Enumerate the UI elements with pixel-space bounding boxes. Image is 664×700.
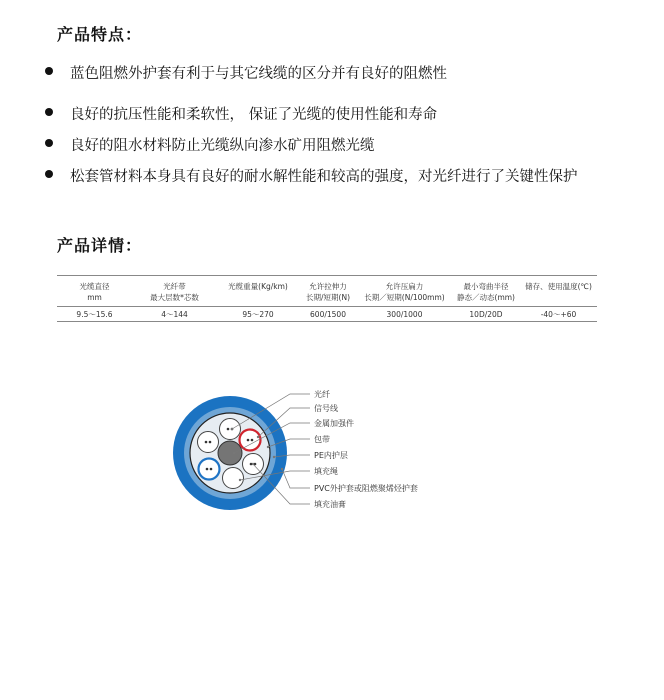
header-cell <box>452 281 520 303</box>
features-title: 产品特点： <box>57 25 143 44</box>
loose-tube-blue <box>199 459 220 480</box>
feature-text: 蓝色阻燃外护套有利于与其它线缆的区分并有良好的阻燃性 <box>70 66 447 82</box>
header-line: 允许拉伸力 <box>309 282 347 291</box>
header-line: 静态／动态(mm) <box>457 293 515 302</box>
diagram-label: PE内护层 <box>314 451 348 460</box>
filler-rope <box>223 468 244 489</box>
bullet-icon <box>45 170 53 178</box>
feature-text: 松套管材料本身具有良好的耐水解性能和较高的强度，对光纤进行了关键性保护 <box>70 169 578 185</box>
diagram-label: PVC外护套或阻燃聚烯烃护套 <box>314 484 418 493</box>
header-cell <box>357 281 452 303</box>
diagram-label: 包带 <box>314 435 330 444</box>
value-cell: 300/1000 <box>386 310 423 319</box>
diagram-label: 金属加强件 <box>314 419 354 428</box>
header-line: 最大层数*芯数 <box>150 293 199 302</box>
loose-tube <box>220 419 241 440</box>
value-cell: 95～270 <box>242 310 274 319</box>
feature-text: 良好的抗压性能和柔软性， 保证了光缆的使用性能和寿命 <box>70 107 438 123</box>
diagram-label: 填充绳 <box>314 467 338 476</box>
table-rule-top <box>57 275 597 276</box>
header-line: 储存、使用温度(℃) <box>525 282 592 291</box>
details-title: 产品详情： <box>57 236 143 255</box>
value-cell: 9.5～15.6 <box>76 310 113 319</box>
header-line: 光缆重量(Kg/km) <box>228 282 288 291</box>
header-cell <box>132 281 217 303</box>
bullet-icon <box>45 67 53 75</box>
diagram-label: 信号线 <box>314 404 338 413</box>
header-line: 长期/短期(N) <box>306 293 350 302</box>
diagram-label: 填充油膏 <box>314 500 346 509</box>
value-cell: 10D/20D <box>469 310 503 319</box>
loose-tube <box>198 432 219 453</box>
bullet-icon <box>45 108 53 116</box>
value-cell: -40～+60 <box>540 310 577 319</box>
cable-cross-section-diagram <box>170 385 470 515</box>
value-cell: 600/1500 <box>310 310 346 319</box>
header-line: 光纤带 <box>163 282 186 291</box>
diagram-label: 光纤 <box>314 390 330 399</box>
table-rule-bottom <box>57 321 597 322</box>
header-cell <box>520 281 597 292</box>
header-line: mm <box>87 293 102 302</box>
header-cell <box>217 281 299 292</box>
header-line: 最小弯曲半径 <box>463 282 509 291</box>
header-line: 允许压扁力 <box>385 282 424 291</box>
table-rule-mid <box>57 306 597 307</box>
bullet-icon <box>45 139 53 147</box>
header-line: 长期／短期(N/100mm) <box>364 293 445 302</box>
central-strength-member <box>218 441 242 465</box>
signal-wire <box>240 430 261 451</box>
header-line: 光缆直径 <box>79 282 110 291</box>
header-cell <box>57 281 132 303</box>
header-cell <box>299 281 357 303</box>
value-cell: 4～144 <box>161 310 188 319</box>
feature-text: 良好的阻水材料防止光缆纵向渗水矿用阻燃光缆 <box>70 138 375 154</box>
